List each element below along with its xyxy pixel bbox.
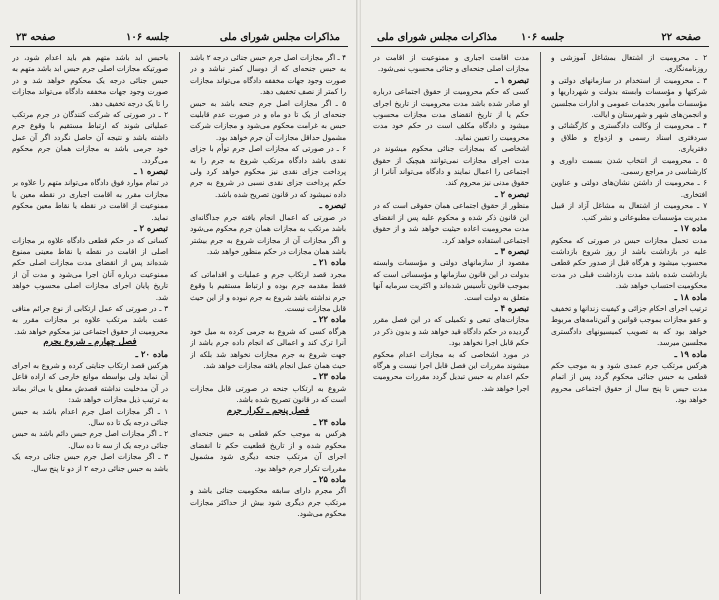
paragraph: مجرد قصد ارتکاب جرم و عملیات و اقداماتی که فقط مقدمه جرم بوده و ارتباط مستقیم با وقوع جرم نداشته باشد شروع به جرم نبوده و از این حیث قابل مجازات نیست. (190, 269, 346, 313)
paragraph: ۶ ـ محرومیت از داشتن نشان‌های دولتی و عناوین افتخاری. (551, 178, 707, 199)
article-heading: ماده ۲۴ ـ (313, 417, 346, 427)
paragraph: ۲ ـ در صورتی که شرکت کنندگان در جرم مرتکب عملیاتی شوند که ارتباط مستقیم با وقوع جرم داشته باشد و نتیجه آن حاصل نگردد اگر آن عمل خود جرمی باشد به مجازات همان جرم محکوم می‌گردد. (12, 110, 168, 165)
paragraph: اشخاصی که بمجازات جنائی محکوم میشوند در مدت اجرای مجازات نمی‌توانند هیچیک از حقوق اجتماعی را اعمال نمایند و دادگاه می‌تواند آنانرا از حقوق مدنی نیز محروم کند. (373, 144, 529, 188)
paragraph: ۲ ـ محرومیت از اشتغال بمشاغل آموزشی و روزنامه‌نگاری. (551, 53, 707, 74)
article-heading: تبصره ۲ ـ (495, 188, 529, 199)
paragraph: ۲ ـ اگر مجازات اصل جرم حبس دائم باشد به حبس جنائی درجه یک از سه تا ده سال. (12, 429, 168, 450)
paragraph: هرگاه کسی که شروع به جرمی کرده به میل خود آنرا ترک کند و اعمالی که انجام داده جرم باشد از جهت شروع به جرم مجازات نخواهد شد بلکه از حیث همان عمل انجام یافته مجازات خواهد شد. (190, 326, 346, 370)
paragraph: باحبس ابد باشد متهم هم باید اعدام شود، در صورتیکه مجازات اصلی جرم حبس ابد باشد متهم به حبس جنائی درجه یک محکوم خواهد شد و در صورت وجود جهات مخففه دادگاه می‌تواند مجازات را تا یک درجه تخفیف دهد. (12, 53, 168, 108)
text-column-right (190, 52, 346, 594)
session-number: جلسه ۱۰۶ (126, 32, 170, 43)
paragraph: ۳ ـ محرومیت از استخدام در سازمانهای دولتی و شرکتها و مؤسسات وابسته بدولت و شهرداریها و مؤسسات مأمور بخدمات عمومی و ادارات مجلسین و انجمن‌های شهر و شهرستان و ایالت. (551, 75, 707, 120)
paragraph: ۴ ـ محرومیت از وکالت دادگستری و کارگشائی و سردفتری اسناد رسمی و ازدواج و طلاق و دفتریاری. (551, 121, 707, 154)
paragraph: کسانی که در حکم قطعی دادگاه علاوه بر مجازات اصلی از اقامت در نقطه یا نقاط معینی ممنوع شده‌اند پس از انقضای مدت مجازات اصلی حکم ممنوعیت درباره آنان اجرا می‌شود و مدت آن از تاریخ پایان اجرای مجازات اصلی محسوب خواهد شد. (12, 235, 168, 302)
column-divider (179, 52, 180, 594)
column-divider (540, 52, 541, 594)
right-page (361, 0, 719, 600)
right-page-columns (373, 52, 707, 594)
article-heading: ماده ۲۳ ـ (313, 371, 346, 382)
article-heading: تبصره ۱ ـ (134, 166, 168, 177)
session-number: جلسه ۱۰۶ (521, 32, 565, 43)
paragraph: منظور از حقوق اجتماعی همان حقوقی است که در این قانون ذکر شده و محکوم علیه پس از انقضای مدت محرومیت اعاده حیثیت خواهد شد و از حقوق اجتماعی استفاده خواهد کرد. (373, 201, 529, 245)
publication-title: مذاکرات مجلس شورای ملی (219, 32, 340, 43)
article-heading: ماده ۲۱ ـ (313, 257, 346, 268)
paragraph: کسی که حکم محرومیت از حقوق اجتماعی درباره او صادر شده باشد مدت محرومیت از تاریخ اجرای حکم یا از تاریخ انقضای مدت مجازات محسوب میشود و دادگاه مکلف است در حکم خود مدت محرومیت را تعیین نماید. (373, 87, 529, 142)
paragraph: ۱ ـ اگر مجازات اصل جرم اعدام باشد به حبس جنائی درجه یک تا ده سال. (12, 406, 168, 427)
paragraph: ۳ ـ در صورتی که عمل ارتکابی از نوع جرائم منافی عفت باشد مرتکب علاوه بر مجازات مقرر به محرومیت از حقوق اجتماعی نیز محکوم خواهد شد. (12, 303, 168, 336)
page-number: صفحه ۲۲ (661, 32, 701, 43)
paragraph: ۵ ـ محرومیت از انتخاب شدن بسمت داوری و کارشناسی در مراجع رسمی. (551, 155, 707, 177)
article-heading: تبصره ۳ ـ (495, 245, 529, 256)
article-heading: ماده ۲۵ ـ (313, 474, 346, 485)
paragraph: در تمام موارد فوق دادگاه می‌تواند متهم را علاوه بر مجازات مقرر به اقامت اجباری در نقطه معین یا ممنوعیت از اقامت در نقطه یا نقاط معین محکوم نماید. (12, 178, 168, 222)
paragraph: مدت تحمل مجازات حبس در صورتی که محکوم علیه در بازداشت باشد از روز شروع بازداشت محسوب میشود و هرگاه قبل از صدور حکم قطعی بازداشت شده باشد مدت بازداشت قبلی در مدت محکومیت احتساب خواهد شد. (551, 235, 707, 291)
paragraph: هرکس به موجب حکم قطعی به حبس جنحه‌ای محکوم شده و از تاریخ قطعیت حکم تا انقضای اجرای آن مرتکب جنحه دیگری شود مشمول مقررات تکرار جرم خواهد بود. (190, 429, 346, 473)
section-heading: فصل چهارم ـ شروع بجرم (43, 337, 137, 348)
paragraph: ۶ ـ در صورتی که مجازات اصل جرم توأم با جزای نقدی باشد دادگاه مرتکب شروع به جرم را به پرداخت جزای نقدی نیز محکوم خواهد کرد ولی حکم پرداخت جزای نقدی نسبی در شروع به جرم داده نمیشود که در قانون تصریح شده باشد. (190, 144, 346, 199)
paragraph: ترتیب اجرای احکام جزائی و کیفیت زندانها و تخفیف و عفو مجازات بموجب قوانین و آئین‌نامه‌های مربوط خواهد بود که به تصویب کمیسیونهای دادگستری مجلسین میرسد. (551, 303, 707, 348)
paragraph: در مورد اشخاصی که به مجازات اعدام محکوم میشوند مقررات این فصل قابل اجرا نیست و هرگاه حکم اعدام به حبس تبدیل گردد مقررات محرومیت اجرا خواهد شد. (373, 349, 529, 393)
left-page (0, 0, 358, 600)
article-heading: ماده ۱۷ ـ (674, 223, 707, 234)
article-heading: ماده ۲۲ ـ (313, 314, 346, 325)
page-number: صفحه ۲۳ (16, 32, 56, 43)
text-column-left (12, 52, 168, 594)
article-heading: تبصره ۴ ـ (495, 302, 529, 313)
paragraph: ۷ ـ محرومیت از اشتغال به مشاغل آزاد از قبیل مدیریت مؤسسات مطبوعاتی و نشر کتب. (551, 201, 707, 222)
article-heading: تبصره ۲ ـ (134, 223, 168, 234)
paragraph: شروع به ارتکاب جنحه در صورتی قابل مجازات است که در قانون تصریح شده باشد. (190, 383, 346, 405)
paragraph: ۵ ـ اگر مجازات اصل جرم جنحه باشد به حبس جنحه‌ای از یک تا دو ماه و در صورت عدم قابلیت حبس به غرامت محکوم می‌شود و مجازات شرکت مشمول حداقل مجازات آن جرم خواهد بود. (190, 98, 346, 142)
article-heading: تبصره ـ (319, 200, 346, 211)
article-heading: ماده ۲۰ ـ (135, 348, 168, 359)
right-page-header (371, 30, 709, 47)
paragraph: مقصود از سازمانهای دولتی و مؤسسات وابسته بدولت در این قانون سازمانها و مؤسساتی است که بموجب قانون تأسیس شده‌اند و اکثریت سرمایه آنها متعلق به دولت است. (373, 258, 529, 302)
paragraph: در صورتی که اعمال انجام یافته جرم جداگانه‌ای باشد مرتکب به مجازات همان جرم محکوم می‌شود و اگر مجازات آن از مجازات شروع به جرم بیشتر باشد همان مجازات در حکم منظور خواهد شد. (190, 212, 346, 256)
paragraph: هرکس مرتکب جرم عمدی شود و به موجب حکم قطعی به حبس جنائی محکوم گردد پس از اتمام مدت حبس تا پنج سال از حقوق اجتماعی محروم خواهد بود. (551, 360, 707, 405)
section-heading: فصل پنجم ـ تکرار جرم (226, 405, 310, 416)
publication-title: مذاکرات مجلس شورای ملی (377, 32, 498, 43)
article-heading: ماده ۱۸ ـ (674, 291, 707, 302)
paragraph: مدت اقامت اجباری و ممنوعیت از اقامت در مجازات اصلی جنحه‌ای و جنائی محسوب نمی‌شود. (373, 53, 529, 74)
paragraph: ۳ ـ اگر مجازات اصل جرم حبس جنائی درجه یک باشد به حبس جنائی درجه ۲ از دو تا پنج سال. (12, 452, 168, 473)
article-heading: تبصره ۱ ـ (495, 74, 529, 85)
paragraph: هرکس قصد ارتکاب جنایتی کرده و شروع به اجرای آن نماید ولی بواسطه موانع خارجی که اراده فاعل در آن مدخلیت نداشته قصدش معلق یا بی‌اثر بماند به ترتیب ذیل مجازات خواهد شد: (12, 360, 168, 405)
paragraph: اگر مجرم دارای سابقه محکومیت جنائی باشد و مرتکب جرم دیگری شود بیش از حداکثر مجازات محکوم می‌شود. (190, 486, 346, 519)
paragraph: مجازات‌های تبعی و تکمیلی که در این فصل مقرر گردیده در حکم دادگاه قید خواهد شد و بدون ذکر در حکم قابل اجرا نخواهد بود. (373, 315, 529, 348)
article-heading: ماده ۱۹ ـ (674, 348, 707, 359)
paragraph: ۴ ـ اگر مجازات اصل جرم حبس جنائی درجه ۲ باشد به حبس جنحه‌ای که از دوسال کمتر نباشد و در صورت وجود جهات مخففه دادگاه می‌تواند مجازات را کمتر از نصف تخفیف دهد. (190, 53, 346, 97)
left-page-header (10, 30, 348, 47)
left-page-columns (12, 52, 346, 594)
text-column-left (373, 52, 529, 594)
text-column-right (551, 52, 707, 594)
